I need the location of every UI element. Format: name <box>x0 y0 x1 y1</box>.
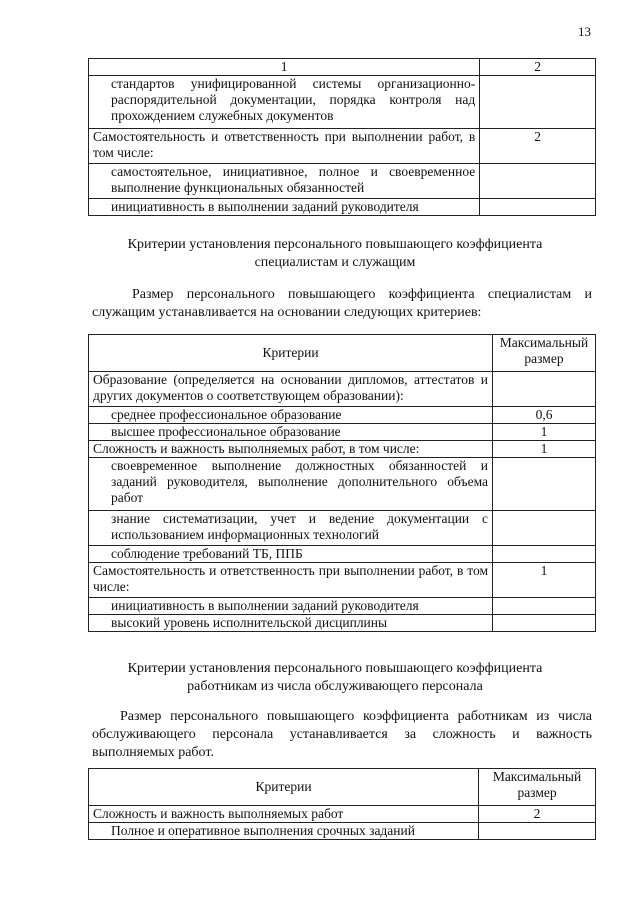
value-cell <box>493 598 596 615</box>
criteria-header: Критерии <box>89 769 479 806</box>
value-cell <box>480 199 596 216</box>
section-paragraph: Размер персонального повышающего коэффициента работникам из числа обслуживающего персонала устанавливается за сложность и важность выполняемых работ. <box>92 709 592 760</box>
table-row <box>89 199 596 216</box>
value-cell: 0,6 <box>493 407 596 424</box>
table-row <box>89 615 596 632</box>
criterion-cell: инициативность в выполнении заданий руководителя <box>89 199 480 216</box>
page-number: 13 <box>578 24 591 39</box>
column-number-2: 2 <box>480 59 596 76</box>
table-row <box>89 563 596 598</box>
max-size-header: Максимальный размер <box>479 769 596 806</box>
column-number-1: 1 <box>89 59 480 76</box>
heading-line: специалистам и служащим <box>254 255 416 270</box>
table-row <box>89 598 596 615</box>
top-criteria-table <box>88 58 596 216</box>
criterion-cell: Полное и оперативное выполнения срочных заданий <box>89 823 479 840</box>
criterion-cell: среднее профессиональное образование <box>89 407 493 424</box>
table-row <box>89 76 596 129</box>
value-cell: 1 <box>493 441 596 458</box>
criterion-cell: самостоятельное, инициативное, полное и своевременное выполнение функциональных обязанностей <box>89 164 480 199</box>
table-row <box>89 424 596 441</box>
criterion-cell: Сложность и важность выполняемых работ <box>89 806 479 823</box>
section-paragraph: Размер персонального повышающего коэффициента специалистам и служащим устанавливается на основании следующих критериев: <box>92 287 592 320</box>
value-cell <box>493 615 596 632</box>
heading-line: Критерии установления персонального повышающего коэффициента <box>127 237 543 252</box>
criterion-cell: высокий уровень исполнительской дисциплины <box>89 615 493 632</box>
table-row <box>89 823 596 840</box>
table-row <box>89 407 596 424</box>
section-heading-specialists <box>100 236 570 272</box>
value-cell <box>480 76 596 129</box>
criterion-cell: Сложность и важность выполняемых работ, в том числе: <box>89 441 493 458</box>
table-row <box>89 164 596 199</box>
value-cell <box>493 511 596 546</box>
criterion-cell: соблюдение требований ТБ, ППБ <box>89 546 493 563</box>
table-header-row <box>89 769 596 806</box>
table-header-row <box>89 335 596 372</box>
max-size-header: Максимальный размер <box>493 335 596 372</box>
value-cell <box>480 164 596 199</box>
table-row <box>89 372 596 407</box>
value-cell <box>493 458 596 511</box>
table-row <box>89 806 596 823</box>
section-heading-service-staff <box>100 660 570 696</box>
table-row <box>89 546 596 563</box>
table-header-row <box>89 59 596 76</box>
criterion-cell: Самостоятельность и ответственность при выполнении работ, в том числе: <box>89 129 480 164</box>
table-row <box>89 511 596 546</box>
criterion-cell: знание систематизации, учет и ведение документации с использованием информационных технологий <box>89 511 493 546</box>
table-row <box>89 129 596 164</box>
value-cell: 1 <box>493 563 596 598</box>
table-row <box>89 441 596 458</box>
value-cell <box>479 823 596 840</box>
table-row <box>89 458 596 511</box>
criterion-cell: Самостоятельность и ответственность при выполнении работ, в том числе: <box>89 563 493 598</box>
specialists-criteria-table <box>88 334 596 632</box>
value-cell: 1 <box>493 424 596 441</box>
criterion-cell: инициативность в выполнении заданий руководителя <box>89 598 493 615</box>
value-cell <box>493 372 596 407</box>
value-cell <box>493 546 596 563</box>
criterion-cell: Образование (определяется на основании дипломов, аттестатов и других документов о соответствующем образовании): <box>89 372 493 407</box>
criterion-cell: высшее профессиональное образование <box>89 424 493 441</box>
criterion-cell: своевременное выполнение должностных обязанностей и заданий руководителя, выполнение дополнительного объема работ <box>89 458 493 511</box>
value-cell: 2 <box>480 129 596 164</box>
criteria-header: Критерии <box>89 335 493 372</box>
heading-line: работникам из числа обслуживающего персонала <box>187 679 483 694</box>
heading-line: Критерии установления персонального повышающего коэффициента <box>127 661 543 676</box>
value-cell: 2 <box>479 806 596 823</box>
criterion-cell: стандартов унифицированной системы организационно-распорядительной документации, порядка контроля над прохождением служебных документов <box>89 76 480 129</box>
service-staff-criteria-table <box>88 768 596 840</box>
